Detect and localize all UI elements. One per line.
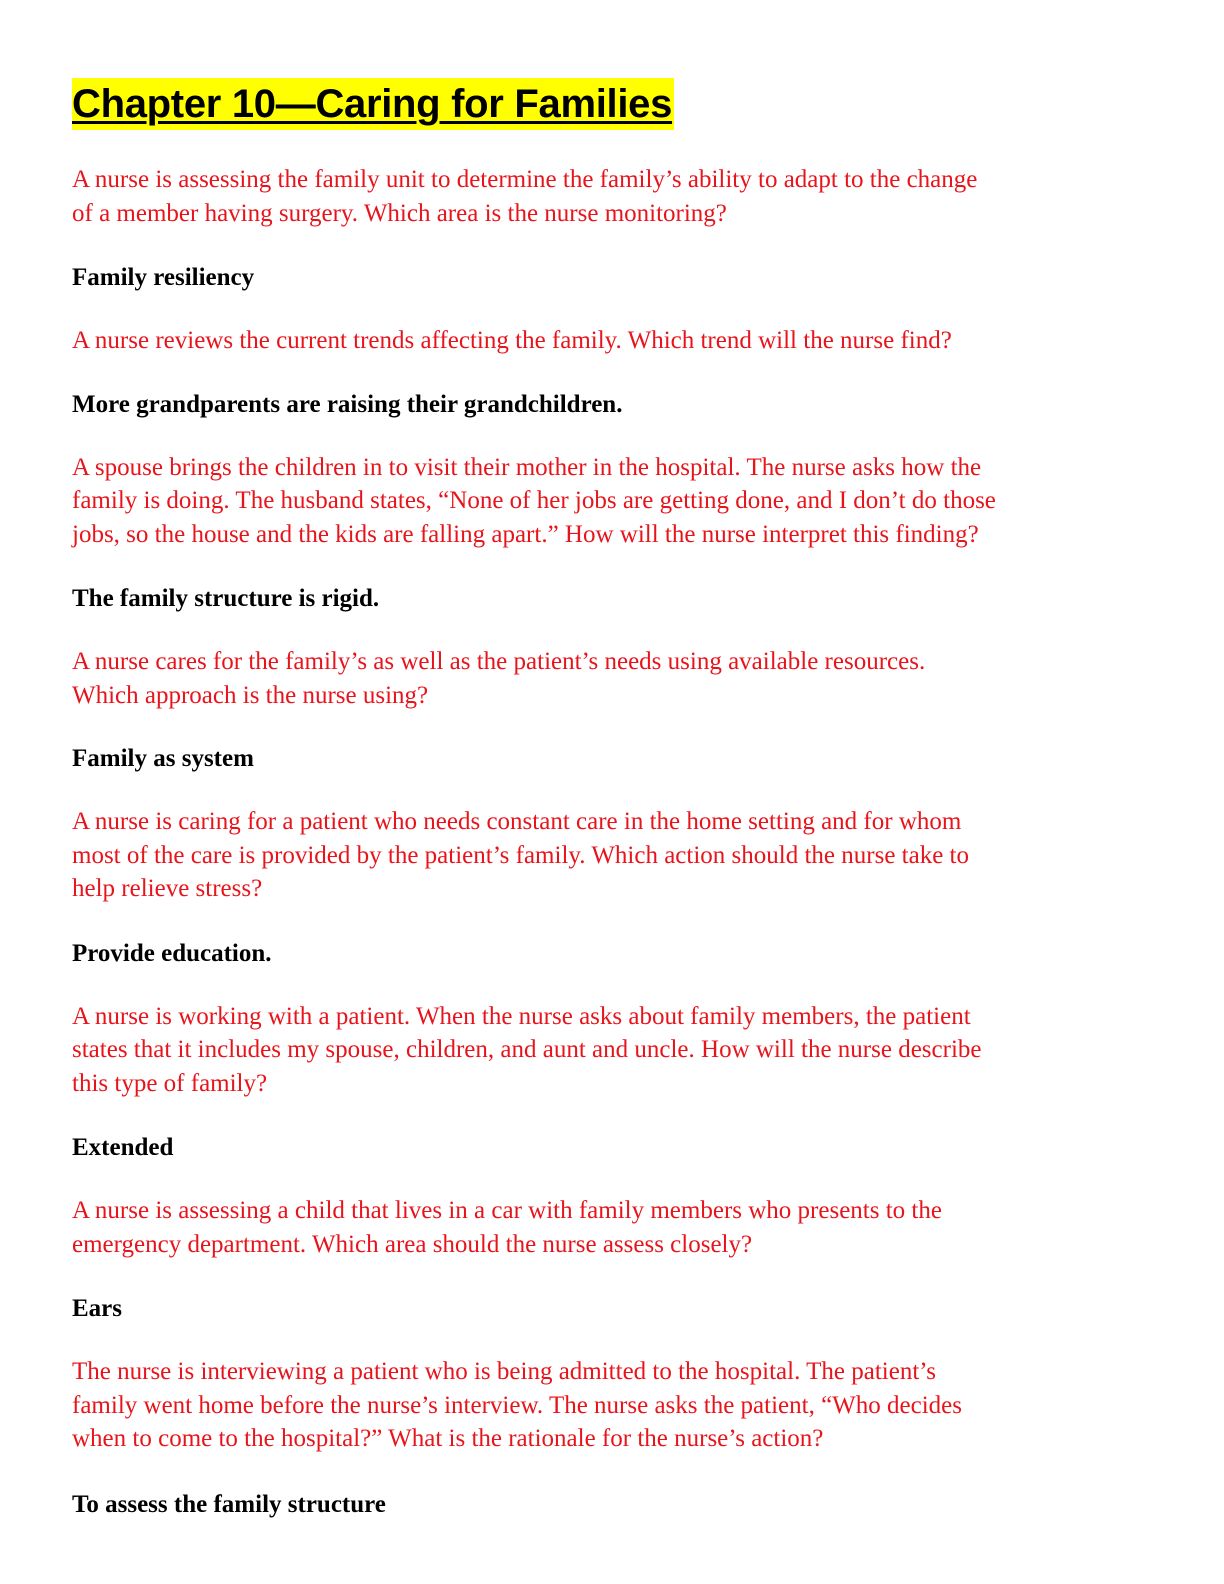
answer-text: The family structure is rigid. (72, 585, 380, 612)
qa-item-7 (72, 1194, 1152, 1325)
answer-text: To assess the family structure (72, 1490, 386, 1518)
question-text: A nurse is caring for a patient who needs constant care in the home setting and for whom most of the care is provided by the patient’s family. Which action should the nurse take to help relieve stress? (72, 808, 969, 902)
answer-text: Provide education. (72, 939, 272, 967)
question-text: A nurse is assessing the family unit to determine the family’s ability to adapt to the change of a member having surgery. Which area is the nurse monitoring? (72, 166, 978, 227)
chapter-title: Chapter 10—Caring for Families (72, 78, 674, 130)
document-page (72, 78, 1152, 1521)
qa-item-1 (72, 163, 1152, 294)
answer-text: More grandparents are raising their grandchildren. (72, 390, 623, 418)
question-text: A nurse is working with a patient. When the nurse asks about family members, the patient states that it includes my spouse, children, and aunt and uncle. How will the nurse describe this type of family? (72, 1002, 982, 1097)
answer-text: Family resiliency (72, 264, 255, 291)
question-text: The nurse is interviewing a patient who is being admitted to the hospital. The patient’s family went home before the nurse’s interview. The nurse asks the patient, “Who decides when to come to the hospital?” What is the rationale for the nurse’s action? (72, 1358, 962, 1452)
answer-text: Family as system (72, 745, 254, 772)
question-text: A nurse is assessing a child that lives in a car with family members who presents to the emergency department. Which area should the nurse assess closely? (72, 1197, 942, 1258)
answer-text: Ears (72, 1295, 122, 1322)
qa-item-4 (72, 645, 1152, 775)
qa-item-5 (72, 805, 1152, 970)
qa-item-2 (72, 324, 1152, 421)
answer-text: Extended (72, 1134, 174, 1161)
qa-item-3 (72, 451, 1152, 616)
question-text: A spouse brings the children in to visit their mother in the hospital. The nurse asks how the family is doing. The husband states, “None of her jobs are getting done, and I don’t do those jobs, so the house and the kids are falling apart.” How will the nurse interpret this finding? (72, 453, 996, 548)
question-text: A nurse cares for the family’s as well as the patient’s needs using available resources. Which approach is the nurse using? (72, 648, 926, 709)
question-text: A nurse reviews the current trends affecting the family. Which trend will the nurse find? (72, 327, 952, 354)
qa-item-6 (72, 1000, 1152, 1165)
qa-item-8 (72, 1355, 1152, 1521)
